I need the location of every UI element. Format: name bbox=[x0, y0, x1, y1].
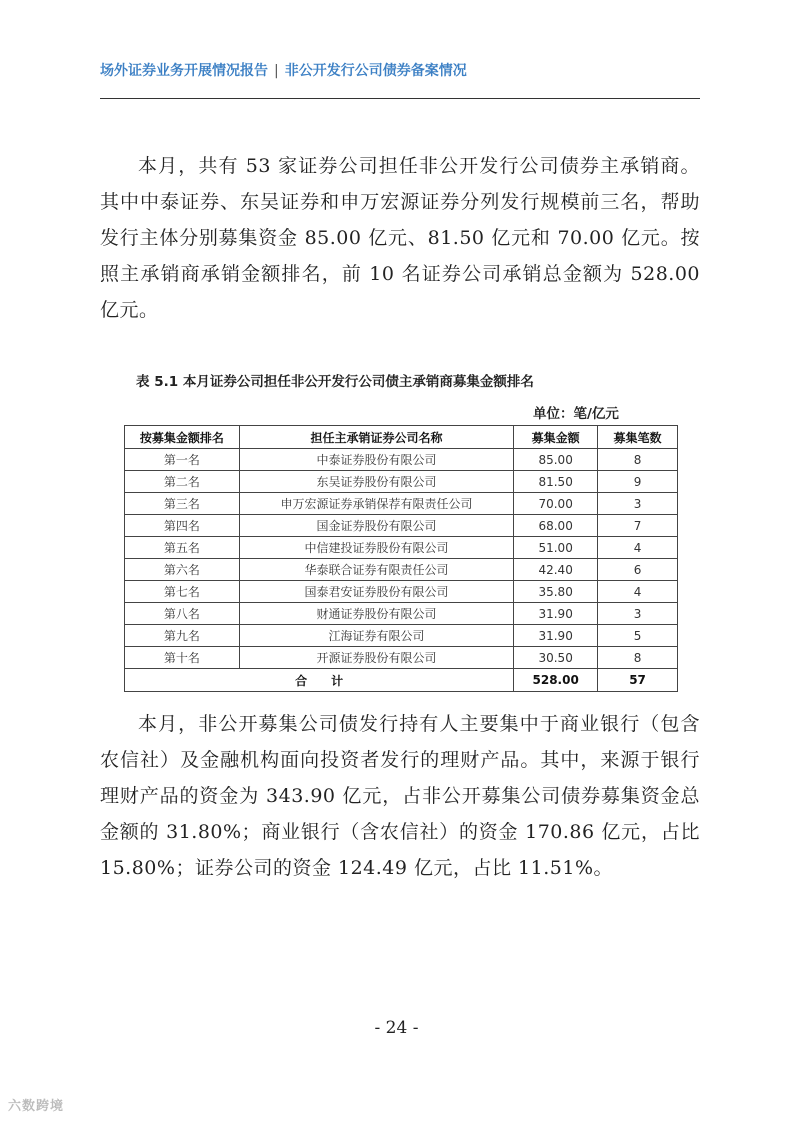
paragraph-underwriters: 本月，共有 53 家证券公司担任非公开发行公司债券主承销商。其中中泰证券、东吴证券和申万宏源证券分列发行规模前三名，帮助发行主体分别募集资金 85.00 亿元、81.50 亿元和 70.00 亿元。按照主承销商承销金额排名，前 10 名证券公司承销总金额为 528.00 亿元。 bbox=[100, 155, 700, 321]
table-row bbox=[125, 471, 678, 493]
amount-cell: 30.50 bbox=[514, 647, 598, 669]
count-cell: 3 bbox=[598, 493, 678, 515]
rank-cell: 第二名 bbox=[125, 471, 240, 493]
table-total-row bbox=[125, 669, 678, 692]
table-row bbox=[125, 559, 678, 581]
count-cell: 8 bbox=[598, 647, 678, 669]
total-amount: 528.00 bbox=[514, 669, 598, 692]
amount-cell: 51.00 bbox=[514, 537, 598, 559]
company-cell: 华泰联合证券有限责任公司 bbox=[239, 559, 513, 581]
company-cell: 国泰君安证券股份有限公司 bbox=[239, 581, 513, 603]
watermark: 六数跨境 bbox=[8, 1099, 65, 1114]
page-number: - 24 - bbox=[374, 1018, 419, 1038]
header-section-title: 非公开发行公司债券备案情况 bbox=[284, 63, 467, 79]
rank-cell: 第五名 bbox=[125, 537, 240, 559]
total-label: 合 计 bbox=[125, 669, 514, 692]
rank-cell: 第八名 bbox=[125, 603, 240, 625]
header-amount: 募集金额 bbox=[514, 426, 598, 449]
company-cell: 东吴证券股份有限公司 bbox=[239, 471, 513, 493]
table-row bbox=[125, 581, 678, 603]
company-cell: 中泰证券股份有限公司 bbox=[239, 449, 513, 471]
count-cell: 4 bbox=[598, 581, 678, 603]
header-company: 担任主承销证券公司名称 bbox=[239, 426, 513, 449]
table-row bbox=[125, 449, 678, 471]
table-header-row bbox=[125, 426, 678, 449]
table-row bbox=[125, 515, 678, 537]
company-cell: 开源证券股份有限公司 bbox=[239, 647, 513, 669]
rank-cell: 第三名 bbox=[125, 493, 240, 515]
count-cell: 3 bbox=[598, 603, 678, 625]
table-unit: 单位：笔/亿元 bbox=[533, 406, 619, 422]
rank-cell: 第九名 bbox=[125, 625, 240, 647]
count-cell: 5 bbox=[598, 625, 678, 647]
rank-cell: 第七名 bbox=[125, 581, 240, 603]
ranking-table bbox=[124, 425, 678, 692]
page-header bbox=[100, 60, 700, 98]
count-cell: 8 bbox=[598, 449, 678, 471]
company-cell: 江海证券有限公司 bbox=[239, 625, 513, 647]
amount-cell: 42.40 bbox=[514, 559, 598, 581]
company-cell: 国金证券股份有限公司 bbox=[239, 515, 513, 537]
rank-cell: 第四名 bbox=[125, 515, 240, 537]
company-cell: 财通证券股份有限公司 bbox=[239, 603, 513, 625]
table-row bbox=[125, 493, 678, 515]
header-rule bbox=[100, 98, 700, 99]
count-cell: 6 bbox=[598, 559, 678, 581]
count-cell: 9 bbox=[598, 471, 678, 493]
rank-cell: 第六名 bbox=[125, 559, 240, 581]
amount-cell: 31.90 bbox=[514, 625, 598, 647]
table-row bbox=[125, 537, 678, 559]
amount-cell: 81.50 bbox=[514, 471, 598, 493]
table-caption: 表 5.1 本月证券公司担任非公开发行公司债主承销商募集金额排名 bbox=[136, 374, 534, 390]
header-rank: 按募集金额排名 bbox=[125, 426, 240, 449]
company-cell: 中信建投证券股份有限公司 bbox=[239, 537, 513, 559]
company-cell: 申万宏源证券承销保荐有限责任公司 bbox=[239, 493, 513, 515]
rank-cell: 第十名 bbox=[125, 647, 240, 669]
amount-cell: 68.00 bbox=[514, 515, 598, 537]
rank-cell: 第一名 bbox=[125, 449, 240, 471]
table-row bbox=[125, 603, 678, 625]
amount-cell: 31.90 bbox=[514, 603, 598, 625]
count-cell: 4 bbox=[598, 537, 678, 559]
amount-cell: 85.00 bbox=[514, 449, 598, 471]
header-separator: | bbox=[274, 63, 279, 79]
amount-cell: 70.00 bbox=[514, 493, 598, 515]
header-report-title: 场外证券业务开展情况报告 bbox=[100, 63, 268, 79]
table-row bbox=[125, 647, 678, 669]
total-count: 57 bbox=[598, 669, 678, 692]
count-cell: 7 bbox=[598, 515, 678, 537]
header-count: 募集笔数 bbox=[598, 426, 678, 449]
amount-cell: 35.80 bbox=[514, 581, 598, 603]
paragraph-holders: 本月，非公开募集公司债发行持有人主要集中于商业银行（包含农信社）及金融机构面向投资者发行的理财产品。其中，来源于银行理财产品的资金为 343.90 亿元，占非公开募集公司债券募集资金总金额的 31.80%；商业银行（含农信社）的资金 170.86 亿元，占比 15.80%；证券公司的资金 124.49 亿元，占比 11.51%。 bbox=[100, 713, 700, 879]
table-row bbox=[125, 625, 678, 647]
